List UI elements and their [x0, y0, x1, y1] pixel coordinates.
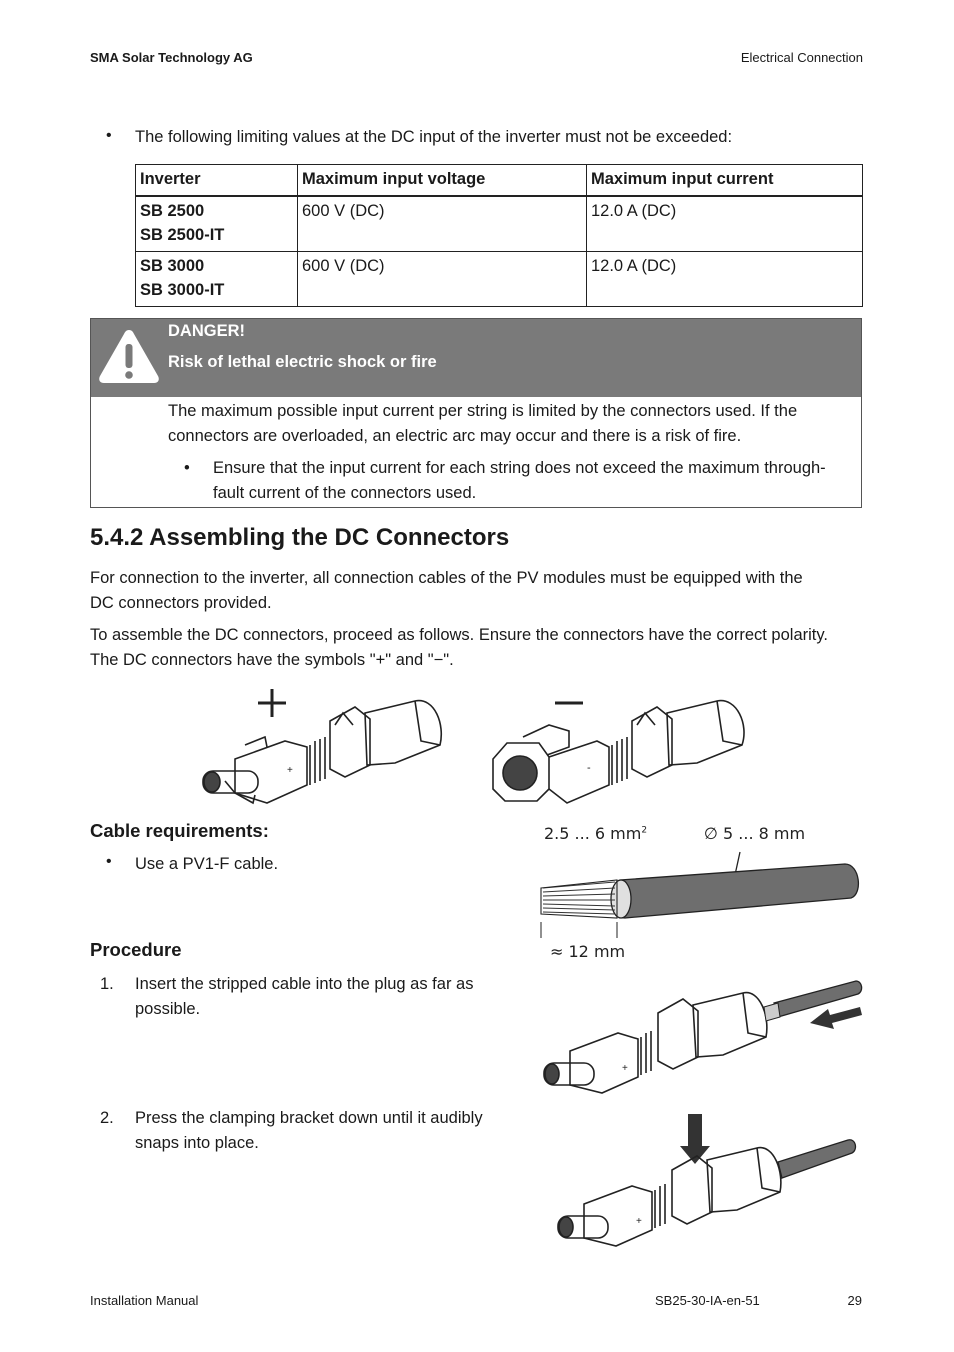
header-company: SMA Solar Technology AG	[90, 50, 253, 65]
cross-section-label	[544, 824, 647, 843]
procedure-heading: Procedure	[90, 939, 182, 960]
table-row	[136, 252, 863, 307]
danger-title: DANGER!	[168, 322, 245, 340]
procedure-step-1	[135, 972, 473, 1022]
minus-connector-illustration	[487, 685, 757, 810]
inverter-model: SB 2500-IT	[140, 226, 225, 244]
plus-connector-illustration	[195, 685, 455, 810]
para-line: The DC connectors have the symbols "+" and "−".	[90, 651, 454, 669]
col-header-voltage: Maximum input voltage	[298, 165, 587, 197]
strip-length-label: ≈ 12 mm	[550, 942, 626, 961]
cell-voltage: 600 V (DC)	[298, 252, 587, 307]
plus-symbol-icon	[258, 689, 286, 717]
header-chapter: Electrical Connection	[740, 50, 863, 65]
intro-bullet-text: The following limiting values at the DC input of the inverter must not be exceeded:	[135, 128, 733, 146]
section-heading: 5.4.2 Assembling the DC Connectors	[90, 524, 510, 551]
footer-doc-code: SB25-30-IA-en-51	[655, 1293, 760, 1308]
section-para1	[90, 566, 803, 616]
danger-header	[91, 319, 861, 397]
limits-table	[135, 164, 863, 307]
step-line: Press the clamping bracket down until it audibly	[135, 1109, 483, 1127]
cell-inverter	[136, 196, 298, 252]
cell-current: 12.0 A (DC)	[587, 252, 863, 307]
cell-current: 12.0 A (DC)	[587, 196, 863, 252]
svg-text:-: -	[587, 762, 591, 774]
step-line: snaps into place.	[135, 1134, 259, 1152]
stripped-cable-illustration	[535, 850, 865, 940]
step-number: 1.	[100, 975, 114, 993]
svg-text:+: +	[287, 765, 293, 776]
step-line: Insert the stripped cable into the plug as far as	[135, 975, 474, 993]
footer-page-number: 29	[847, 1293, 862, 1308]
danger-bullet-text: Ensure that the input current for each string does not exceed the maximum through-	[213, 459, 826, 477]
arrow-left-icon	[810, 1007, 862, 1029]
cell-inverter	[136, 252, 298, 307]
warning-triangle-icon	[96, 324, 162, 386]
bullet-dot: •	[106, 853, 112, 870]
svg-text:+: +	[636, 1216, 642, 1227]
footer-doc-title: Installation Manual	[90, 1293, 199, 1308]
cross-section-value: 2.5 ... 6 mm	[544, 824, 642, 843]
para-line: DC connectors provided.	[90, 594, 272, 612]
insert-cable-illustration	[538, 975, 868, 1095]
inverter-model: SB 2500	[140, 202, 205, 220]
step-line: possible.	[135, 1000, 201, 1018]
step-number: 2.	[100, 1109, 114, 1127]
inverter-model: SB 3000	[140, 257, 205, 275]
bullet-dot: •	[184, 459, 190, 477]
col-header-current: Maximum input current	[587, 165, 863, 197]
diameter-label: ∅ 5 ... 8 mm	[704, 824, 806, 843]
danger-text: The maximum possible input current per string is limited by the connectors used. If the	[168, 402, 798, 420]
clamp-bracket-illustration	[552, 1112, 862, 1252]
cable-requirements-heading: Cable requirements:	[90, 820, 269, 841]
cell-voltage: 600 V (DC)	[298, 196, 587, 252]
col-header-inverter: Inverter	[136, 165, 298, 197]
danger-subtitle: Risk of lethal electric shock or fire	[168, 353, 437, 371]
procedure-step-2	[135, 1106, 483, 1156]
bullet-dot: •	[106, 127, 112, 144]
danger-body	[168, 399, 858, 506]
inverter-model: SB 3000-IT	[140, 281, 225, 299]
danger-bullet-text: fault current of the connectors used.	[213, 484, 477, 502]
danger-notice	[90, 318, 862, 508]
section-para2	[90, 623, 828, 673]
danger-text: connectors are overloaded, an electric arc may occur and there is a risk of fire.	[168, 427, 742, 445]
svg-text:+: +	[622, 1063, 628, 1074]
cable-requirement-text: Use a PV1-F cable.	[135, 855, 279, 873]
table-row	[136, 196, 863, 252]
para-line: To assemble the DC connectors, proceed as follows. Ensure the connectors have the correct polarity.	[90, 626, 828, 644]
table-header-row	[136, 165, 863, 197]
danger-bullet	[168, 456, 858, 506]
para-line: For connection to the inverter, all connection cables of the PV modules must be equipped with the	[90, 569, 803, 587]
cross-section-superscript: 2	[641, 825, 648, 836]
